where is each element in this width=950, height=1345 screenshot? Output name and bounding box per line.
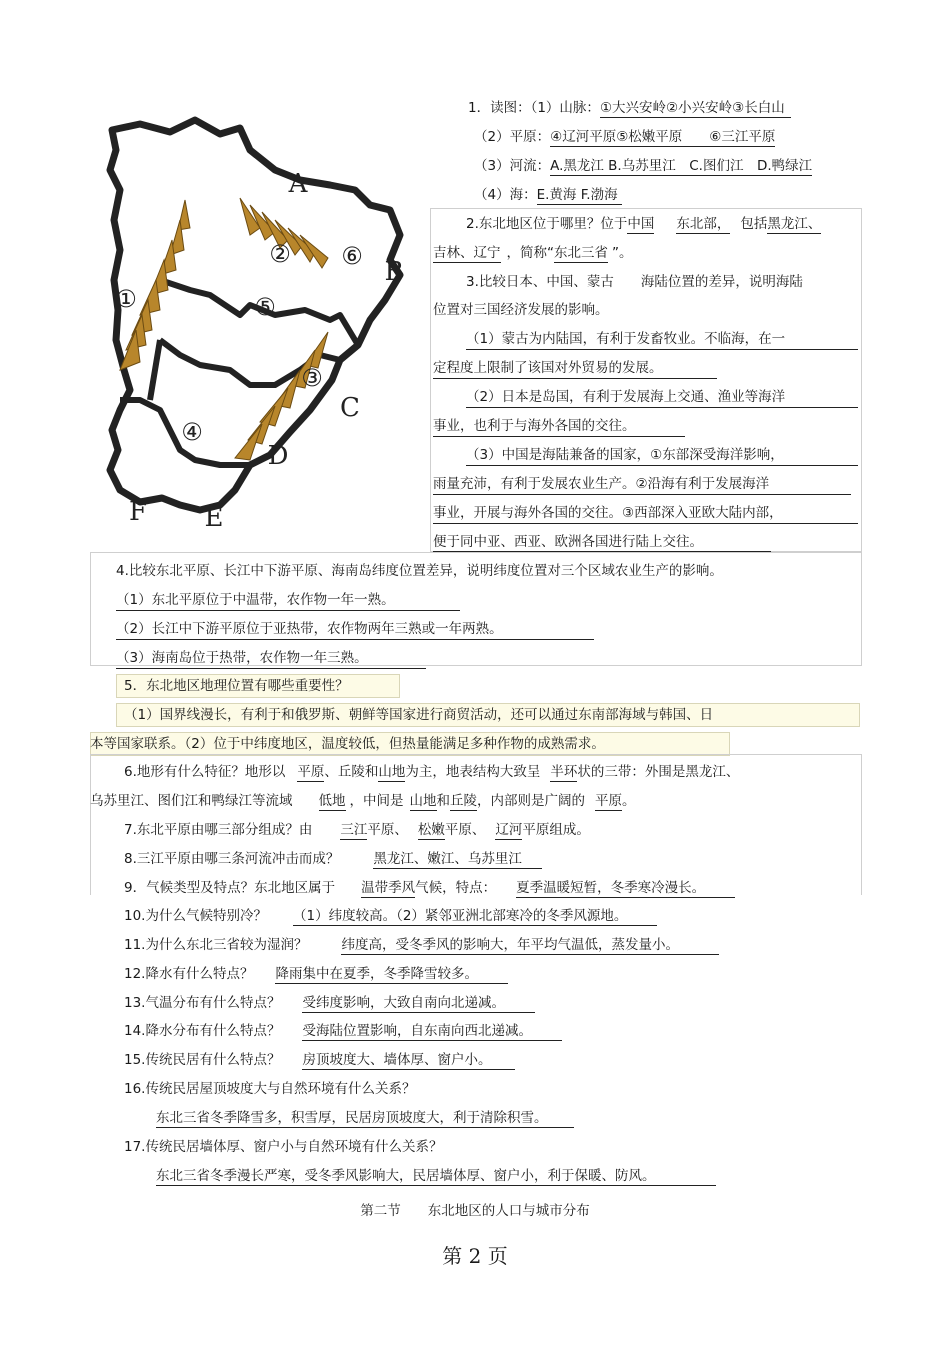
section-title: 第二节 东北地区的人口与城市分布 [360, 1203, 590, 1219]
q6-answer-plain: 平原 [297, 764, 325, 780]
label-F: F [128, 497, 148, 527]
label-B: B [384, 257, 404, 287]
northeast-china-map [100, 110, 430, 540]
q6-line1 [124, 763, 739, 781]
province-boundary-4 [150, 340, 160, 400]
q6-answer-lowland: 低地 [318, 793, 346, 809]
q3-rule-4 [433, 436, 685, 437]
q9-text-2: 气候，特点： [415, 880, 497, 896]
q14-question: 14.降水分布有什么特点？ [124, 1023, 281, 1039]
q3-answer-china-4: 便于同中亚、西亚、欧洲各国进行陆上交往。 [433, 534, 703, 550]
q1-mountains-answer: ①大兴安岭②小兴安岭③长白山 [600, 100, 791, 118]
q6-text-9: 。 [622, 793, 636, 809]
q4-question: 4.比较东北平原、长江中下游平原、海南岛纬度位置差异，说明纬度位置对三个区域农业生产的影响。 [116, 563, 723, 579]
q6-answer-hills: 丘陵 [450, 793, 477, 809]
q2-answer-china: 中国 [627, 216, 655, 232]
q4-answer-3: （3）海南岛位于热带，农作物一年三熟。 [116, 649, 426, 669]
q12-line [124, 965, 508, 983]
q6-answer-semi-ring: 半环 [550, 764, 578, 780]
label-C: C [340, 393, 360, 423]
label-D: D [267, 441, 289, 471]
q4-answer-1: （1）东北平原位于中温带，农作物一年一熟。 [116, 591, 460, 611]
page-number: 第 2 页 [442, 1244, 508, 1268]
label-circle-3: ③ [301, 364, 323, 392]
q7-text-1: 7.东北平原由哪三部分组成？由 [124, 822, 313, 838]
label-circle-2: ② [269, 240, 291, 268]
q5-question: 5．东北地区地理位置有哪些重要性？ [124, 678, 349, 694]
q3-rule-7 [433, 523, 858, 524]
q10-line [124, 907, 657, 925]
label-circle-4: ④ [181, 418, 203, 446]
q6-text-6: ，中间是 [349, 793, 404, 809]
q7-line [124, 821, 590, 839]
q3-rule-3 [466, 407, 858, 408]
q15-line [124, 1051, 515, 1069]
q7-answer-sanjiang: 三江 [340, 822, 368, 838]
q6-answer-mountain-2: 山地 [409, 793, 437, 809]
q16-answer-line [156, 1109, 574, 1127]
q2-text-1: 2.东北地区位于哪里？位于 [466, 216, 628, 232]
label-circle-5: ⑤ [254, 293, 276, 321]
q3-answer-china-2: 雨量充沛，有利于发展农业生产。②沿海有利于发展海洋 [433, 476, 770, 492]
q1-line3 [474, 157, 812, 175]
q7-text-3: 平原、 [444, 822, 486, 838]
q13-question: 13.气温分布有什么特点？ [124, 995, 281, 1011]
q1-line2 [474, 128, 775, 146]
q13-answer: 受纬度影响，大致自南向北递减。 [302, 995, 535, 1013]
q15-answer: 房顶坡度大、墙体厚、窗户小。 [302, 1052, 515, 1070]
q3-rule-1 [466, 349, 858, 350]
q3-question-line1: 3.比较日本、中国、蒙古 海陆位置的差异，说明海陆 [466, 274, 803, 290]
q17-question: 17.传统民居墙体厚、窗户小与自然环境有什么关系？ [124, 1139, 443, 1155]
q16-question: 16.传统民居屋顶坡度大与自然环境有什么关系？ [124, 1081, 416, 1097]
q3-rule-6 [433, 494, 851, 495]
q17-answer-line [156, 1167, 716, 1185]
q6-text-5: 乌苏里江、图们江和鸭绿江等流域 [90, 793, 293, 809]
q3-answer-japan-2: 事业，也利于与海外各国的交往。 [433, 418, 636, 434]
q11-question: 11.为什么东北三省较为湿润？ [124, 937, 308, 953]
q2-text-abbr: ，简称“ [506, 245, 554, 261]
q2-line1 [466, 215, 821, 233]
q15-question: 15.传统民居有什么特点？ [124, 1052, 281, 1068]
q9-line [124, 879, 735, 897]
q3-answer-mongolia-1: （1）蒙古为内陆国，有利于发畜牧业。不临海，在一 [466, 331, 786, 347]
q6-answer-plain-2: 平原 [595, 793, 622, 809]
q6-line2 [90, 792, 636, 810]
q10-answer: （1）纬度较高。（2）紧邻亚洲北部寒冷的冬季风源地。 [293, 908, 657, 926]
q2-answer-three-provinces: 东北三省 [554, 245, 608, 261]
q5-answer-1: （1）国界线漫长，有利于和俄罗斯、朝鲜等国家进行商贸活动，还可以通过东南部海域与韩国、日 [124, 707, 714, 723]
q2-line2 [433, 244, 633, 262]
q17-answer: 东北三省冬季漫长严寒，受冬季风影响大，民居墙体厚、窗户小，利于保暖、防风。 [156, 1168, 716, 1186]
q9-text-1: 9．气候类型及特点？东北地区属于 [124, 880, 336, 896]
label-A: A [288, 169, 308, 199]
q2-answer-heilongjiang: 黑龙江、 [767, 216, 822, 232]
q13-line [124, 994, 535, 1012]
q8-question: 8.三江平原由哪三条河流冲击而成？ [124, 851, 340, 867]
q12-question: 12.降水有什么特点？ [124, 966, 254, 982]
q3-answer-mongolia-2: 定程度上限制了该国对外贸易的发展。 [433, 360, 663, 376]
q14-answer: 受海陆位置影响，自东南向西北递减。 [302, 1023, 562, 1041]
q6-answer-mountain: 山地 [378, 764, 406, 780]
q4-answer-2: （2）长江中下游平原位于亚热带，农作物两年三熟或一年两熟。 [116, 620, 594, 640]
q8-answer: 黑龙江、嫩江、乌苏里江 [373, 851, 542, 869]
q1-rivers-answer: A.黑龙江 B.乌苏里江 C.图们江 D.鸭绿江 [550, 158, 813, 174]
q2-answer-jilin-liaoning: 吉林、辽宁 [433, 245, 501, 261]
q6-text-8: ，内部则是广阔的 [477, 793, 585, 809]
q3-rule-8 [433, 551, 771, 552]
q1-line4 [474, 186, 622, 204]
q16-answer: 东北三省冬季降雪多，积雪厚，民居房顶坡度大，利于清除积雪。 [156, 1110, 574, 1128]
q2-text-end: ”。 [612, 245, 633, 261]
q6-text-1: 6.地形有什么特征？地形以 [124, 764, 286, 780]
q2-answer-northeast: 东北部， [676, 216, 731, 232]
q12-answer: 降雨集中在夏季，冬季降雪较多。 [275, 966, 508, 984]
q11-line [124, 936, 719, 954]
q3-rule-5 [466, 465, 858, 466]
q1-plains-answer: ④辽河平原⑤松嫩平原 ⑥三江平原 [550, 129, 776, 145]
q5-answer-2: 本等国家联系。（2）位于中纬度地区，温度较低，但热量能满足多种作物的成熟需求。 [90, 736, 605, 752]
q10-question: 10.为什么气候特别冷？ [124, 908, 267, 924]
q11-answer: 纬度高，受冬季风的影响大，年平均气温低，蒸发量小。 [341, 937, 719, 955]
q7-text-2: 平原、 [367, 822, 408, 838]
q1-rivers-label: （3）河流： [474, 158, 551, 174]
q3-rule-2 [433, 378, 717, 379]
q1-seas-answer: E.黄海 F.渤海 [537, 187, 622, 205]
q3-answer-japan-1: （2）日本是岛国，有利于发展海上交通、渔业等海洋 [466, 389, 786, 405]
circled-labels [115, 240, 363, 446]
q6-text-2: 、丘陵和 [324, 764, 379, 780]
q3-answer-china-1: （3）中国是海陆兼备的国家，①东部深受海洋影响， [466, 447, 784, 463]
q2-text-include: 包括 [740, 216, 768, 232]
q9-answer-features: 夏季温暖短暂，冬季寒冷漫长。 [516, 880, 735, 898]
label-E: E [204, 503, 224, 533]
q1-mountains-label: 1．读图：（1）山脉： [468, 100, 600, 116]
q3-question-line2: 位置对三国经济发展的影响。 [433, 302, 609, 318]
q7-answer-liaohe: 辽河 [495, 822, 523, 838]
q6-text-3: 为主，地表结构大致呈 [405, 764, 541, 780]
q6-text-7: 和 [436, 793, 450, 809]
q1-line1 [468, 99, 791, 117]
q7-text-4: 平原组成。 [522, 822, 590, 838]
q14-line [124, 1022, 562, 1040]
q1-seas-label: （4）海： [474, 187, 537, 203]
label-circle-1: ① [115, 285, 137, 313]
q3-answer-china-3: 事业，开展与海外各国的交往。③西部深入亚欧大陆内部， [433, 505, 783, 521]
q8-line [124, 850, 542, 868]
q9-answer-climate: 温带季风 [361, 880, 416, 896]
q1-plains-label: （2）平原： [474, 129, 551, 145]
q6-text-4: 状的三带：外围是黑龙江、 [577, 764, 740, 780]
label-circle-6: ⑥ [341, 242, 363, 270]
q7-answer-songnen: 松嫩 [417, 822, 445, 838]
